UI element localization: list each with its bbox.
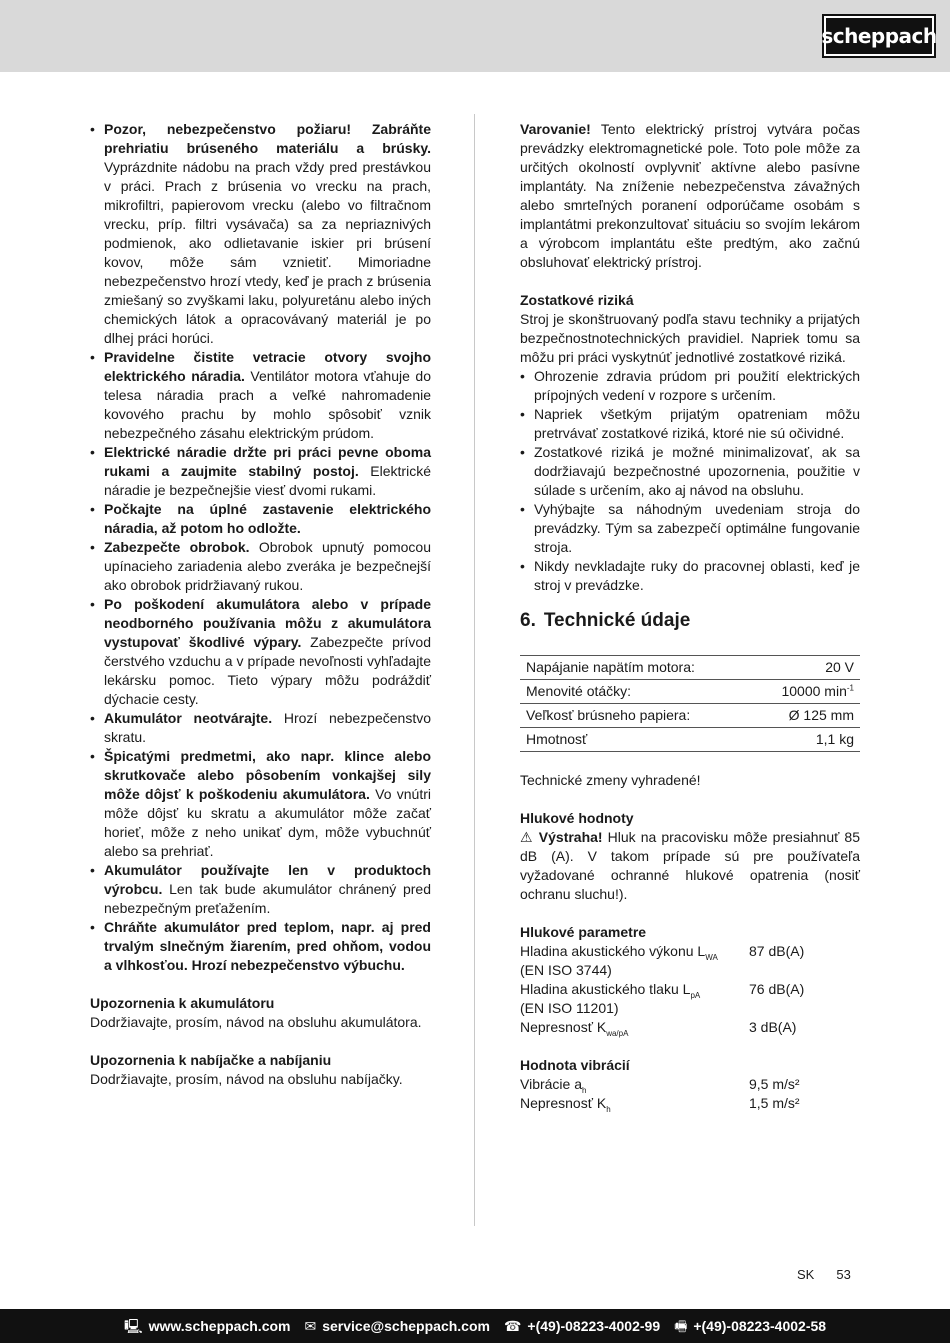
risk-item: • Ohrozenie zdravia prúdom pri použití elektrických prípojných vedení v rozpore s určením. bbox=[520, 367, 860, 405]
noise-param-row: Nepresnosť $K_{wa/pA}$ 3 dB(A) bbox=[520, 1019, 797, 1038]
safety-item: • Akumulátor neotvárajte. Hrozí nebezpečenstvo skratu. bbox=[90, 709, 431, 747]
risk-item: • Napriek všetkým prijatým opatreniam môžu pretrvávať zostatkové riziká, ktoré nie sú očividné. bbox=[520, 405, 860, 443]
safety-item: • Špicatými predmetmi, ako napr. klince alebo skrutkovače alebo pôsobením vonkajšej sily môže dôjsť k poškodeniu akumulátora. Vo vnútri môže dôjsť ku skratu a akumulátor môže začať horieť, môže z neho unikať dym, môže vybuchnúť alebo sa prehriať. bbox=[90, 747, 431, 861]
battery-text: Dodržiavajte, prosím, návod na obsluhu akumulátora. bbox=[90, 1014, 422, 1030]
brand-logo bbox=[822, 14, 936, 58]
safety-item: • Pozor, nebezpečenstvo požiaru! Zabráňte prehriatiu brúseného materiálu a brúsky. Vyprázdnite nádobu na prach vždy pred prestávkou v práci. Prach z brúsenia vo vrecku na prach, mikrofiltri, papierovom vrecku (alebo vo filtračnom vrecku, príp. filtri vysávača) sa za nepriaznivých podmienok, ako odlietavanie iskier pri brúsení kovov, môže sám vznietiť. Mimoriadne nebezpečenstvo hrozí vtedy, keď je prach z brúsenia zmiešaný so zvyškami laku, polyuretánu alebo iných chemických látok a opracovávaný materiál je po dlhej práci horúci. bbox=[90, 120, 431, 348]
risk-item: • Vyhýbajte sa náhodným uvedeniam stroja do prevádzky. Tým sa zabezpečí optimálne fungovanie stroja. bbox=[520, 500, 860, 557]
risks-intro: Stroj je skonštruovaný podľa stavu techniky a prijatých bezpečnostnotechnických pravidiel. Napriek tomu sa môžu pri práci vyskytnúť jednotlivé zostatkové riziká. bbox=[520, 311, 860, 365]
vibration-heading: Hodnota vibrácií bbox=[520, 1057, 630, 1073]
safety-item: • Počkajte na úplné zastavenie elektrického náradia, až potom ho odložte. bbox=[90, 500, 431, 538]
footer-fax[interactable]: 🖷 +(49)-08223-4002-58 bbox=[674, 1317, 827, 1334]
footer-phone[interactable]: ☎ +(49)-08223-4002-99 bbox=[503, 1317, 661, 1334]
footer-bar bbox=[0, 1309, 950, 1343]
tech-changes: Technické zmeny vyhradené! bbox=[520, 772, 701, 788]
table-row: Hmotnosť 1,1 kg bbox=[520, 728, 860, 752]
risk-item: • Nikdy nevkladajte ruky do pracovnej oblasti, keď je stroj v prevádzke. bbox=[520, 557, 860, 595]
noise-heading: Hlukové hodnoty bbox=[520, 810, 634, 826]
footer-web[interactable]: 🖳 www.scheppach.com bbox=[123, 1317, 291, 1334]
noise-param-note: (EN ISO 3744) bbox=[520, 962, 612, 978]
left-column bbox=[90, 120, 431, 1089]
charger-text: Dodržiavajte, prosím, návod na obsluhu nabíjačky. bbox=[90, 1071, 403, 1087]
safety-item: • Po poškodení akumulátora alebo v prípade neodborného používania môžu z akumulátora vystupovať škodlivé výpary. Zabezpečte prívod čerstvého vzduchu a v prípade nevoľnosti vyhľadajte lekársku pomoc. Tieto výpary môžu podráždiť dýchacie cesty. bbox=[90, 595, 431, 709]
right-column bbox=[520, 120, 860, 1113]
battery-heading: Upozornenia k akumulátoru bbox=[90, 995, 275, 1011]
vibration-row: Nepresnosť $K_h$ 1,5 m/s² bbox=[520, 1095, 800, 1114]
phone-icon: ☎ bbox=[503, 1317, 522, 1334]
table-row: Menovité otáčky: 10000 $\min^{-1}$ bbox=[520, 680, 860, 704]
footer-email[interactable]: ✉ service@scheppach.com bbox=[304, 1317, 490, 1334]
noise-param-note: (EN ISO 11201) bbox=[520, 1000, 619, 1016]
safety-item: • Chráňte akumulátor pred teplom, napr. aj pred trvalým slnečným žiarením, pred ohňom, vodou a vlhkosťou. Hrozí nebezpečenstvo výbuchu. bbox=[90, 918, 431, 975]
table-row: Veľkosť brúsneho papiera: Ø 125 mm bbox=[520, 704, 860, 728]
safety-item: • Zabezpečte obrobok. Obrobok upnutý pomocou upínacieho zariadenia alebo zveráka je bezpečnejší ako obrobok pridržiavaný rukou. bbox=[90, 538, 431, 595]
header-band bbox=[0, 0, 950, 72]
noise-params-heading: Hlukové parametre bbox=[520, 924, 647, 940]
page-number: 53 bbox=[836, 1267, 851, 1282]
table-row: Napájanie napätím motora: 20 V bbox=[520, 656, 860, 680]
risks-heading: Zostatkové riziká bbox=[520, 292, 634, 308]
noise-param-row: Hladina akustického výkonu $L_{WA}$ 87 dB(A) bbox=[520, 943, 805, 962]
computer-icon: 🖳 bbox=[123, 1317, 143, 1334]
tech-table bbox=[520, 655, 860, 752]
safety-item: • Elektrické náradie držte pri práci pevne oboma rukami a zaujmite stabilný postoj. Elektrické náradie je bezpečnejšie viesť dvomi rukami. bbox=[90, 443, 431, 500]
safety-bullets bbox=[90, 120, 431, 975]
risks-list bbox=[520, 367, 860, 595]
mail-icon: ✉ bbox=[304, 1317, 317, 1334]
column-divider bbox=[474, 114, 475, 1226]
vibration-row: Vibrácie $a_h$ 9,5 m/s² bbox=[520, 1076, 800, 1095]
fax-icon: 🖷 bbox=[674, 1317, 688, 1334]
safety-item: • Pravidelne čistite vetracie otvory svojho elektrického náradia. Ventilátor motora vťahuje do telesa náradia prach a veľké nahromadenie kovového prachu by mohlo spôsobiť vznik nebezpečného zásahu elektrickým prúdom. bbox=[90, 348, 431, 443]
safety-item: • Akumulátor používajte len v produktoch výrobcu. Len tak bude akumulátor chránený pred nebezpečným preťažením. bbox=[90, 861, 431, 918]
warning-icon: ⚠ bbox=[520, 829, 534, 845]
noise-param-row: Hladina akustického tlaku $L_{pA}$ 76 dB(A) bbox=[520, 981, 805, 1000]
section-title: 6. Technické údaje bbox=[520, 610, 691, 631]
emf-warning: Varovanie! Tento elektrický prístroj vytvára počas prevádzky elektromagnetické pole. Toto pole môže za určitých okolností ovplyvniť aktívne alebo pasívne implantáty. Na zníženie nebezpečenstva závažných alebo smrteľných poranení odporúčame osobám s implantátmi prekonzultovať situáciu so svojím lekárom a výrobcom implantátu ešte predtým, ako začnú obsluhovať elektrický prístroj. bbox=[520, 121, 860, 270]
page-number-block bbox=[797, 1265, 851, 1284]
charger-heading: Upozornenia k nabíjačke a nabíjaniu bbox=[90, 1052, 332, 1068]
risk-item: • Zostatkové riziká je možné minimalizovať, ak sa dodržiavajú bezpečnostné upozornenia, použitie v súlade s určením, ako aj návod na obsluhu. bbox=[520, 443, 860, 500]
noise-warning: ⚠ Výstraha! Hluk na pracovisku môže presiahnuť 85 dB (A). V takom prípade sú pre používateľa vyžadované ochranné hlukové opatrenia (nosiť ochranu sluchu!). bbox=[520, 829, 860, 902]
brand-name: scheppach bbox=[821, 23, 937, 48]
language-code: SK bbox=[797, 1267, 815, 1282]
